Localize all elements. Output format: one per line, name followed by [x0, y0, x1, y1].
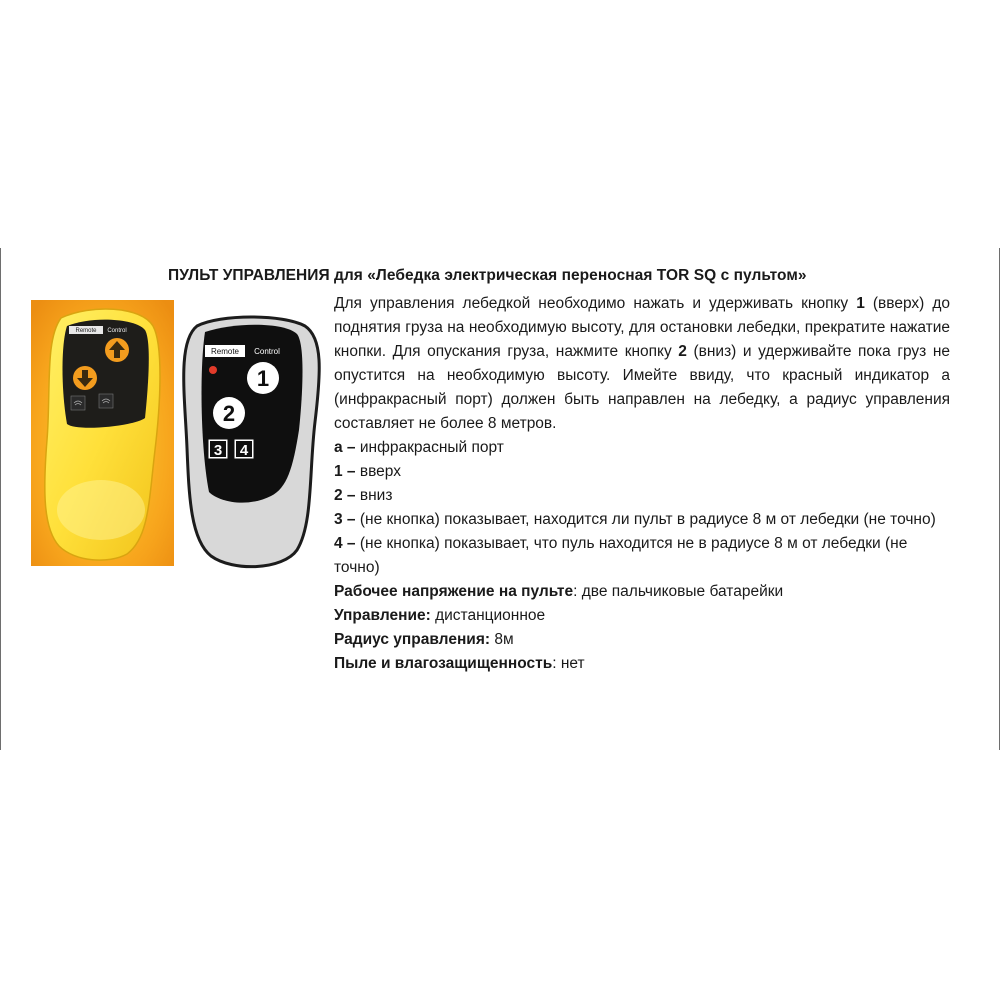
legend-item-2: 2 – вниз — [334, 487, 393, 504]
svg-text:1: 1 — [256, 366, 270, 391]
legend-item-3: 3 – (не кнопка) показывает, находится ли пульт в радиусе 8 м от лебедки (не точно) — [334, 511, 936, 528]
intro-part-2: (вверх) до поднятия груза на необходимую высоту, для остановки лебедки, прекратите нажатие кнопки. Для опускания груза, нажмите кнопку — [334, 295, 950, 360]
spec-radius: Радиус управления: 8м — [334, 631, 514, 648]
legend-item-4: 4 – (не кнопка) показывает, что пуль находится не в радиусе 8 м от лебедки (не точно) — [334, 535, 908, 576]
svg-text:Control: Control — [107, 328, 127, 334]
spec-control: Управление: дистанционное — [334, 607, 546, 624]
svg-text:4: 4 — [239, 442, 249, 459]
spec-voltage: Рабочее напряжение на пульте: две пальчиковые батарейки — [334, 583, 784, 600]
intro-key-1: 1 — [856, 295, 865, 312]
remote-photo — [31, 300, 174, 566]
intro-part-1: Для управления лебедкой необходимо нажать и удерживать кнопку — [334, 295, 857, 312]
description-text — [334, 292, 950, 676]
intro-paragraph — [334, 292, 950, 436]
svg-text:Remote: Remote — [75, 328, 97, 334]
legend-item-a: а – инфракрасный порт — [334, 439, 504, 456]
remote-diagram — [175, 312, 325, 574]
spec-protection: Пыле и влагозащищенность: нет — [334, 655, 585, 672]
legend-item-1: 1 – вверх — [334, 463, 401, 480]
svg-text:Control: Control — [254, 347, 280, 356]
svg-text:2: 2 — [222, 401, 236, 426]
svg-text:Remote: Remote — [210, 347, 240, 356]
intro-part-3: (вниз) и удерживайте пока груз не опустится на необходимую высоту. Имейте ввиду, что красный индикатор а (инфракрасный порт) должен быть направлен на лебедку, а радиус управления составляет не более 8 метров. — [334, 343, 950, 432]
intro-key-2: 2 — [678, 343, 687, 360]
page-title: ПУЛЬТ УПРАВЛЕНИЯ для «Лебедка электрическая переносная TOR SQ с пультом» — [168, 267, 807, 284]
svg-text:3: 3 — [213, 442, 223, 459]
